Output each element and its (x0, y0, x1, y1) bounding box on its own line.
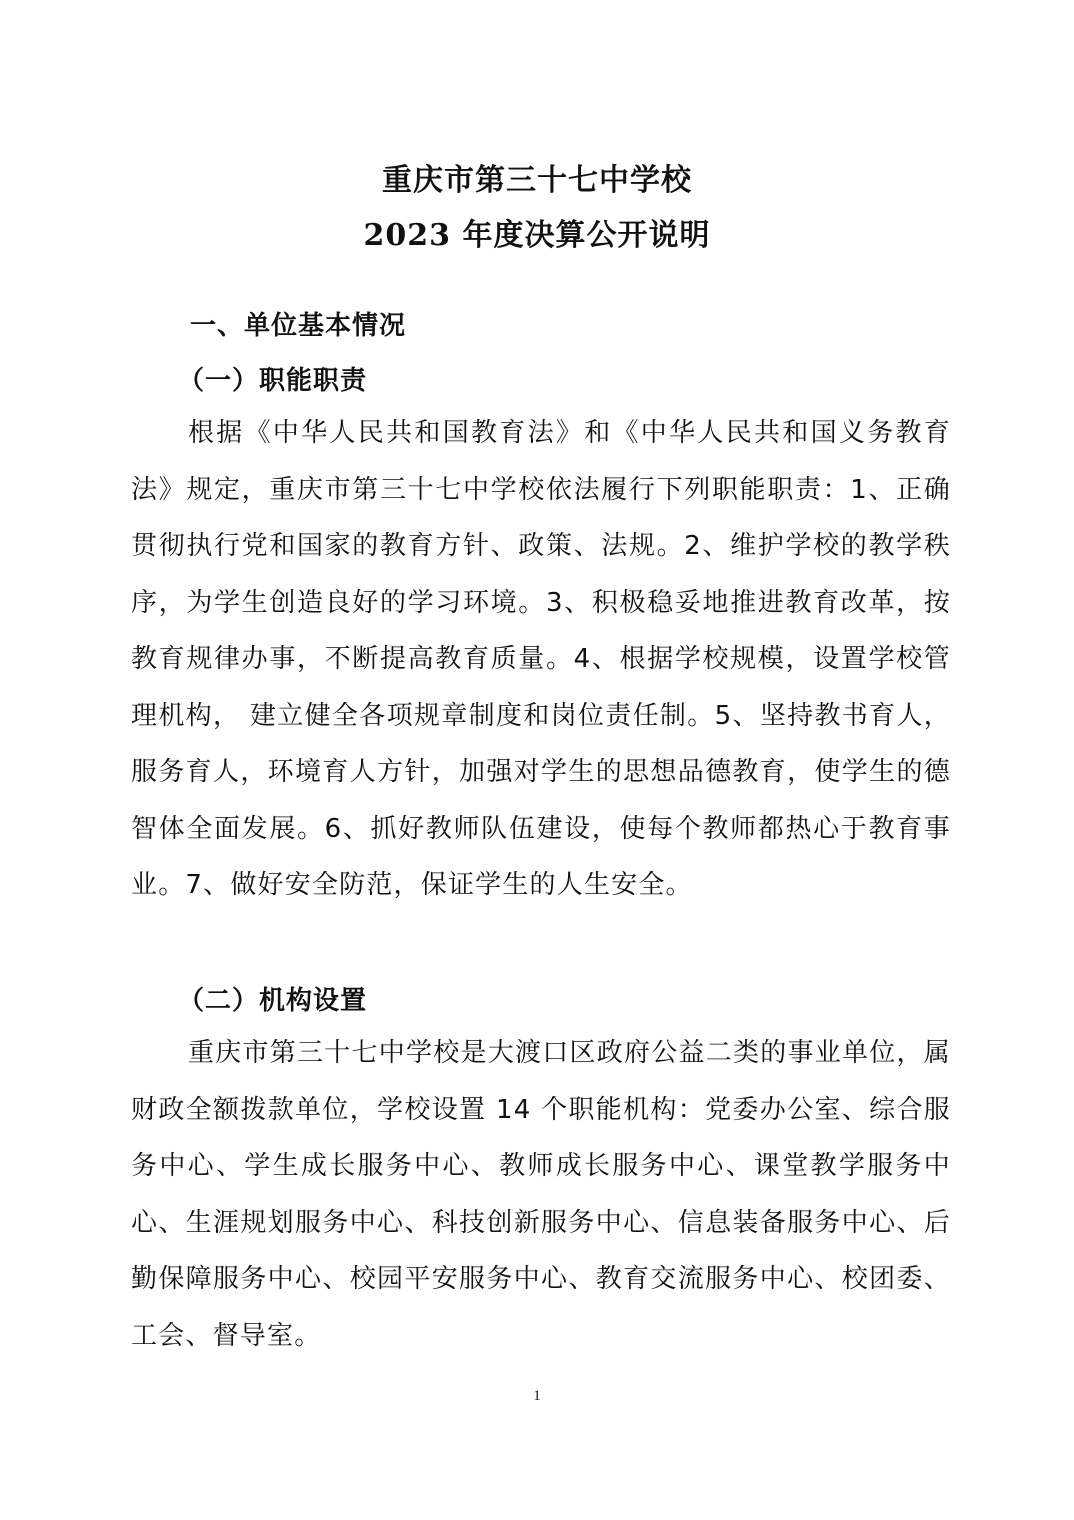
page-number: 1 (533, 1388, 541, 1404)
section-heading-basic-info: 一、单位基本情况 (190, 311, 407, 341)
document-title: 重庆市第三十七中学校 (382, 163, 692, 198)
organization-paragraph: 重庆市第三十七中学校是大渡口区政府公益二类的事业单位，属财政全额拨款单位，学校设置 14 个职能机构：党委办公室、综合服务中心、学生成长服务中心、教师成长服务中心、课堂教学服务中心、生涯规划服务中心、科技创新服务中心、信息装备服务中心、后勤保障服务中心、校园平安服务中心、教育交流服务中心、校团委、工会、督导室。 (131, 1038, 951, 1351)
subsection-heading-duties: （一）职能职责 (178, 366, 368, 396)
document-subtitle: 2023 年度决算公开说明 (363, 218, 711, 253)
subsection-heading-organization: （二）机构设置 (178, 986, 368, 1016)
duties-paragraph: 根据《中华人民共和国教育法》和《中华人民共和国义务教育法》规定，重庆市第三十七中学校依法履行下列职能职责：1、正确贯彻执行党和国家的教育方针、政策、法规。2、维护学校的教学秩序，为学生创造良好的学习环境。3、积极稳妥地推进教育改革，按教育规律办事，不断提高教育质量。4、根据学校规模，设置学校管理机构， 建立健全各项规章制度和岗位责任制。5、坚持教书育人，服务育人，环境育人方针，加强对学生的思想品德教育，使学生的德智体全面发展。6、抓好教师队伍建设，使每个教师都热心于教育事业。7、做好安全防范，保证学生的人生安全。 (131, 418, 951, 900)
